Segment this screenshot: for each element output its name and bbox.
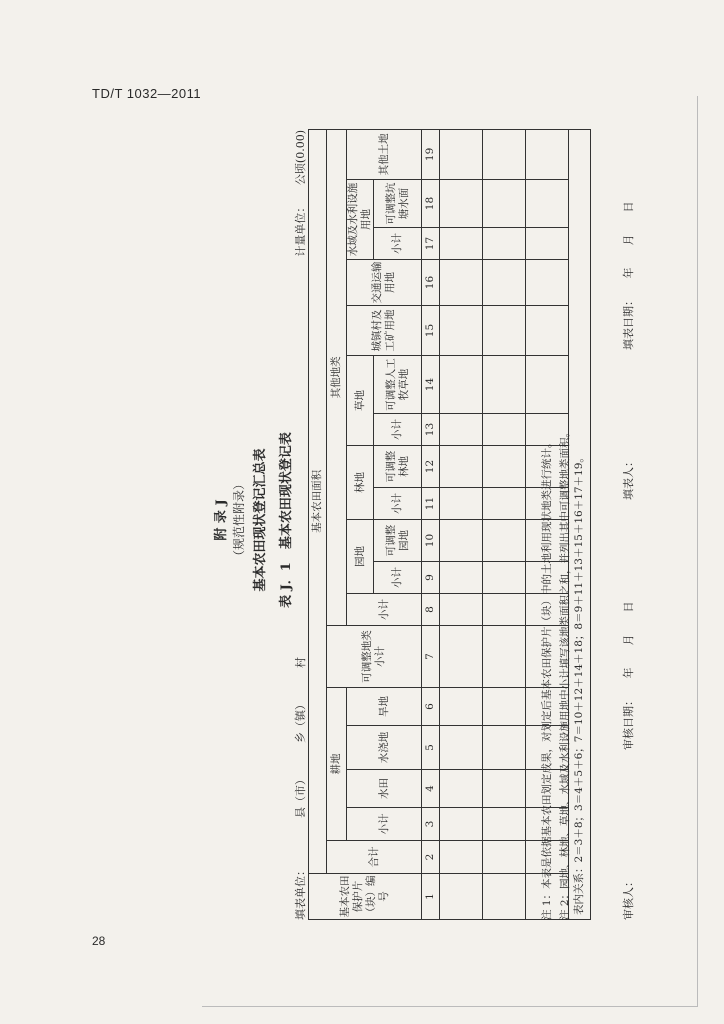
county-label: 县（市） (294, 774, 307, 818)
table-cell[interactable] (483, 770, 526, 808)
appendix-note: （规范性附录） (232, 478, 246, 563)
table-cell[interactable] (483, 446, 526, 488)
header-transport: 交通运输用地 (347, 260, 422, 306)
header-garden-subtotal: 小计 (374, 562, 422, 594)
table-cell[interactable] (440, 808, 483, 841)
header-adj-garden: 可调整园地 (374, 520, 422, 562)
table-cell[interactable] (440, 446, 483, 488)
table-cell[interactable] (483, 488, 526, 520)
table-cell[interactable] (483, 306, 526, 356)
col-num: 1 (422, 874, 440, 920)
header-forest: 林地 (347, 446, 374, 520)
table-cell[interactable] (483, 841, 526, 874)
col-num: 14 (422, 356, 440, 414)
column-number-row (422, 129, 440, 919)
header-dry: 旱地 (347, 688, 422, 726)
col-num: 13 (422, 414, 440, 446)
header-total: 合计 (327, 841, 422, 874)
table-cell[interactable] (440, 180, 483, 228)
rotated-appendix (200, 110, 690, 930)
col-num: 9 (422, 562, 440, 594)
note-1: 注 1：本表是依据基本农田划定成果，对划定后基本农田保护片（块）中的土地利用现状地类进行统计。 (541, 437, 553, 920)
table-cell[interactable] (483, 414, 526, 446)
notes-block (538, 130, 574, 920)
filler-label: 填表人： (622, 456, 635, 500)
table-cell[interactable] (483, 260, 526, 306)
col-num: 11 (422, 488, 440, 520)
table-cell[interactable] (483, 808, 526, 841)
header-urban: 城镇村及工矿用地 (347, 306, 422, 356)
header-grass: 草地 (347, 356, 374, 446)
table-cell[interactable] (440, 562, 483, 594)
table-cell[interactable] (483, 874, 526, 920)
header-plot-id: 基本农田保护片（块）编号 (309, 874, 422, 920)
table-cell[interactable] (440, 414, 483, 446)
township-label: 乡（镇） (294, 699, 307, 743)
header-adjustable: 可调整地类小计 (327, 626, 422, 688)
table-cell[interactable] (440, 520, 483, 562)
col-num: 7 (422, 626, 440, 688)
village-label: 村 (294, 657, 307, 668)
table-cell[interactable] (440, 594, 483, 626)
header-water-subtotal: 小计 (374, 228, 422, 260)
table-cell[interactable] (440, 770, 483, 808)
table-cell[interactable] (440, 306, 483, 356)
table-cell[interactable] (440, 228, 483, 260)
table-cell[interactable] (440, 688, 483, 726)
header-adj-grass: 可调整人工牧草地 (374, 356, 422, 414)
col-num: 5 (422, 726, 440, 770)
header-other-types: 其他地类 (327, 129, 347, 625)
header-other-subtotal: 小计 (347, 594, 422, 626)
table-caption: 表 J．1 基本农田现状登记表 (279, 432, 294, 608)
table-cell[interactable] (483, 180, 526, 228)
header-irrigated: 水浇地 (347, 726, 422, 770)
table-cell[interactable] (440, 129, 483, 179)
header-water: 水域及水利设施用地 (347, 180, 374, 260)
table-cell[interactable] (440, 874, 483, 920)
appendix-title: 基本农田现状登记汇总表 (253, 448, 268, 592)
table-row (440, 129, 483, 919)
col-num: 18 (422, 180, 440, 228)
header-others: 其他土地 (347, 129, 422, 179)
fill-date: 填表日期： 年 月 日 (622, 201, 635, 350)
table-cell[interactable] (483, 228, 526, 260)
col-num: 3 (422, 808, 440, 841)
col-num: 12 (422, 446, 440, 488)
table-cell[interactable] (440, 626, 483, 688)
col-num: 15 (422, 306, 440, 356)
table-cell[interactable] (483, 626, 526, 688)
col-num: 19 (422, 129, 440, 179)
table-cell[interactable] (440, 488, 483, 520)
table-cell[interactable] (483, 356, 526, 414)
table-cell[interactable] (483, 688, 526, 726)
standard-code: TD/T 1032—2011 (92, 86, 202, 101)
col-num: 4 (422, 770, 440, 808)
col-num: 6 (422, 688, 440, 726)
table-cell[interactable] (483, 562, 526, 594)
table-cell[interactable] (483, 129, 526, 179)
table-row (483, 129, 526, 919)
filler-unit-label: 填表单位： (294, 865, 307, 920)
header-forest-subtotal: 小计 (374, 488, 422, 520)
header-paddy: 水田 (347, 770, 422, 808)
header-arable-subtotal: 小计 (347, 808, 422, 841)
col-num: 17 (422, 228, 440, 260)
table-cell[interactable] (483, 594, 526, 626)
page-number: 28 (92, 934, 106, 948)
filler-unit-line (292, 657, 308, 920)
appendix-heading: 附 录 J (214, 499, 229, 541)
review-date: 审核日期： 年 月 日 (622, 601, 635, 750)
col-num: 2 (422, 841, 440, 874)
measure-unit: 计量单位： 公顷(0.00) (294, 130, 307, 257)
header-adj-water: 可调整坑塘水面 (374, 180, 422, 228)
table-cell[interactable] (483, 520, 526, 562)
note-2: 注 2：园地、林地、草地、水域及水利设施用地中小计填写该地类面积之和，并列出其中可调整地类面积。 (559, 426, 571, 920)
col-num: 10 (422, 520, 440, 562)
reviewer-label: 审核人： (622, 876, 635, 920)
header-garden: 园地 (347, 520, 374, 594)
header-area: 基本农田面积 (309, 129, 327, 873)
header-grass-subtotal: 小计 (374, 414, 422, 446)
col-num: 16 (422, 260, 440, 306)
table-cell[interactable] (440, 356, 483, 414)
col-num: 8 (422, 594, 440, 626)
table-relation: 表内关系：2＝3＋8；3＝4＋5＋6；7＝10＋12＋14＋18；8＝9＋11＋13＋15＋16＋17＋19。 (569, 129, 591, 919)
header-adj-forest: 可调整林地 (374, 446, 422, 488)
table-cell[interactable] (440, 726, 483, 770)
table-cell[interactable] (483, 726, 526, 770)
table-cell[interactable] (440, 841, 483, 874)
header-arable: 耕地 (327, 688, 347, 841)
table-cell[interactable] (440, 260, 483, 306)
